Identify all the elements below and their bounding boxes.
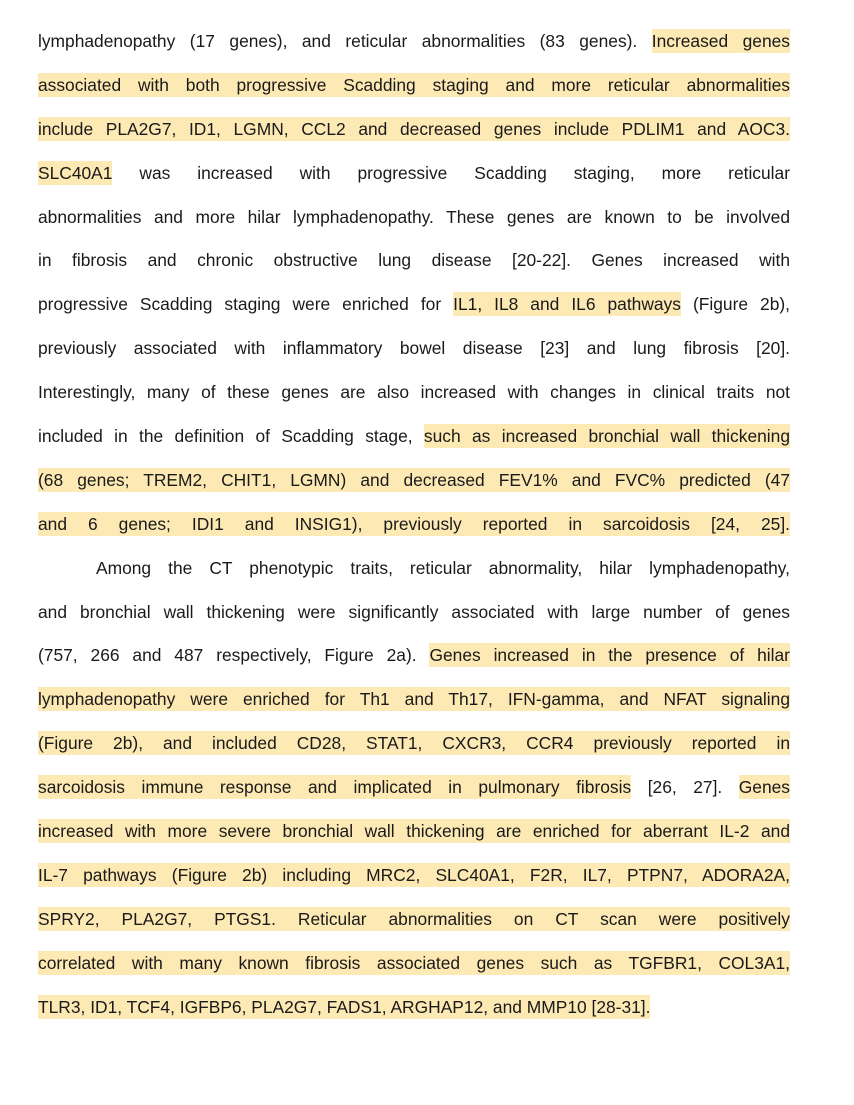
highlighted-text: IL1, IL8 and IL6 pathways <box>453 294 681 315</box>
highlighted-text: such as increased bronchial wall thickening <box>423 426 790 447</box>
body-text: (757, 266 and 487 respectively, Figure 2a). <box>38 645 430 666</box>
body-text: was increased with progressive Scadding staging, more reticular <box>112 162 790 183</box>
highlighted-text: SPRY2, PLA2G7, PTGS1. Reticular abnormalities on CT scan were positively <box>38 908 790 929</box>
text-line <box>38 854 790 898</box>
highlighted-text: Genes increased in the presence of hilar <box>429 645 790 666</box>
text-line <box>38 503 790 547</box>
paragraph <box>38 20 790 547</box>
body-text: Interestingly, many of these genes are also increased with changes in clinical traits not <box>38 382 790 403</box>
text-line <box>38 810 790 854</box>
text-line <box>38 459 790 503</box>
highlighted-text: IL-7 pathways (Figure 2b) including MRC2, SLC40A1, F2R, IL7, PTPN7, ADORA2A, <box>38 864 790 885</box>
text-line <box>38 898 790 942</box>
text-line <box>38 942 790 986</box>
text-line <box>38 64 790 108</box>
highlighted-text: and 6 genes; IDI1 and INSIG1), previously reported in sarcoidosis [24, 25]. <box>38 513 790 534</box>
body-text: progressive Scadding staging were enriched for <box>38 294 454 315</box>
body-text: and bronchial wall thickening were significantly associated with large number of genes <box>38 601 790 622</box>
highlighted-text: (Figure 2b), and included CD28, STAT1, CXCR3, CCR4 previously reported in <box>38 733 790 754</box>
highlighted-text: associated with both progressive Scadding staging and more reticular abnormalities <box>38 74 790 95</box>
text-line <box>38 283 790 327</box>
text-line <box>38 239 790 283</box>
body-text: Among the CT phenotypic traits, reticular abnormality, hilar lymphadenopathy, <box>96 557 790 578</box>
highlighted-text: Increased genes <box>651 31 790 51</box>
highlighted-text: lymphadenopathy were enriched for Th1 and Th17, IFN-gamma, and NFAT signaling <box>38 689 790 710</box>
body-text: previously associated with inflammatory bowel disease [23] and lung fibrosis [20]. <box>38 338 790 359</box>
text-line <box>38 415 790 459</box>
text-line <box>38 196 790 240</box>
highlighted-text: correlated with many known fibrosis associated genes such as TGFBR1, COL3A1, <box>38 952 790 973</box>
text-line <box>38 152 790 196</box>
highlighted-text: increased with more severe bronchial wall thickening are enriched for aberrant IL-2 and <box>38 821 790 842</box>
text-line <box>38 766 790 810</box>
document-page <box>38 20 790 1029</box>
text-line <box>38 986 790 1030</box>
body-text: included in the definition of Scadding stage, <box>38 426 424 447</box>
body-text: lymphadenopathy (17 genes), and reticular abnormalities (83 genes). <box>38 31 652 51</box>
text-line <box>38 678 790 722</box>
body-text: (Figure 2b), <box>680 294 790 315</box>
text-line <box>38 371 790 415</box>
highlighted-text: sarcoidosis immune response and implicated in pulmonary fibrosis <box>38 777 632 798</box>
text-line <box>38 327 790 371</box>
body-text: [26, 27]. <box>631 777 739 798</box>
text-line <box>38 591 790 635</box>
text-line <box>38 20 790 64</box>
text-line <box>38 634 790 678</box>
body-text: in fibrosis and chronic obstructive lung disease [20-22]. Genes increased with <box>38 250 790 271</box>
text-line <box>38 722 790 766</box>
text-line <box>38 108 790 152</box>
body-text: abnormalities and more hilar lymphadenopathy. These genes are known to be involved <box>38 206 790 227</box>
highlighted-text: Genes <box>738 777 791 798</box>
highlighted-text: TLR3, ID1, TCF4, IGFBP6, PLA2G7, FADS1, ARGHAP12, and MMP10 [28-31]. <box>38 996 651 1017</box>
highlighted-text: (68 genes; TREM2, CHIT1, LGMN) and decreased FEV1% and FVC% predicted (47 <box>38 469 790 490</box>
highlighted-text: SLC40A1 <box>38 162 113 183</box>
highlighted-text: include PLA2G7, ID1, LGMN, CCL2 and decreased genes include PDLIM1 and AOC3. <box>38 118 790 139</box>
text-line <box>38 547 790 591</box>
paragraph <box>38 547 790 1030</box>
